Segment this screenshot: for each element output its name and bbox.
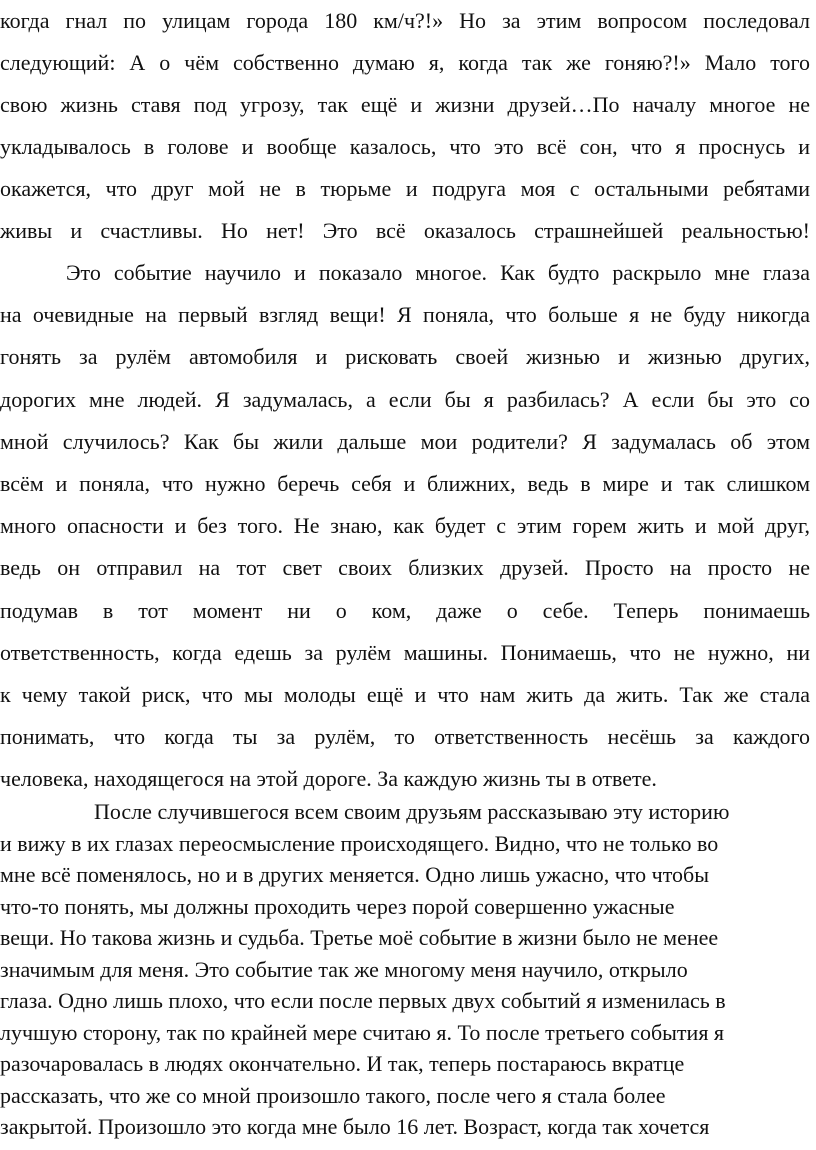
text-line: укладывалось в голове и вообще казалось, что это всё сон, что я проснусь и bbox=[0, 134, 810, 159]
text-line: глаза. Одно лишь плохо, что если после первых двух событий я изменилась в bbox=[0, 988, 726, 1013]
text-line: После случившегося всем своим друзьям рассказываю эту историю bbox=[94, 799, 730, 824]
text-line: значимым для меня. Это событие так же многому меня научило, открыло bbox=[0, 956, 688, 982]
text-line: дорогих мне людей. Я задумалась, а если бы я разбилась? А если бы это со bbox=[0, 386, 810, 412]
paragraph-3 bbox=[0, 796, 816, 1143]
text-line: ведь он отправил на тот свет своих близких друзей. Просто на просто не bbox=[0, 555, 810, 581]
text-line: окажется, что друг мой не в тюрьме и подруга моя с остальными ребятами bbox=[0, 176, 810, 201]
text-line: разочаровалась в людях окончательно. И так, теперь постараюсь вкратце bbox=[0, 1051, 685, 1076]
text-line: много опасности и без того. Не знаю, как будет с этим горем жить и мой друг, bbox=[0, 513, 810, 539]
text-line: рассказать, что же со мной произошло такого, после чего я стала более bbox=[0, 1082, 666, 1108]
text-line: когда гнал по улицам города 180 км/ч?!» Но за этим вопросом последовал bbox=[0, 8, 810, 33]
paragraph-1 bbox=[0, 0, 816, 252]
text-line: закрытой. Произошло это когда мне было 16 лет. Возраст, когда так хочется bbox=[0, 1114, 710, 1139]
text-line: что-то понять, мы должны проходить через порой совершенно ужасные bbox=[0, 893, 675, 919]
text-line: и вижу в их глазах переосмысление происходящего. Видно, что не только во bbox=[0, 830, 719, 856]
text-line: понимать, что когда ты за рулём, то ответственность несёшь за каждого bbox=[0, 724, 810, 750]
text-line: лучшую сторону, так по крайней мере считаю я. То после третьего события я bbox=[0, 1019, 725, 1045]
text-line: мной случилось? Как бы жили дальше мои родители? Я задумалась об этом bbox=[0, 428, 810, 454]
text-line: всём и поняла, что нужно беречь себя и ближних, ведь в мире и так слишком bbox=[0, 470, 810, 496]
text-line: следующий: А о чём собственно думаю я, когда так же гоняю?!» Мало того bbox=[0, 50, 810, 75]
text-line: подумав в тот момент ни о ком, даже о себе. Теперь понимаешь bbox=[0, 597, 810, 623]
text-line: Это событие научило и показало многое. Как будто раскрыло мне глаза bbox=[66, 260, 810, 285]
text-line: вещи. Но такова жизнь и судьба. Третье моё событие в жизни было не менее bbox=[0, 925, 719, 950]
text-line: гонять за рулём автомобиля и рисковать своей жизнью и жизнью других, bbox=[0, 344, 810, 370]
text-line: ответственность, когда едешь за рулём машины. Понимаешь, что не нужно, ни bbox=[0, 639, 810, 665]
text-line: на очевидные на первый взгляд вещи! Я поняла, что больше я не буду никогда bbox=[0, 302, 810, 328]
text-line: к чему такой риск, что мы молоды ещё и что нам жить да жить. Так же стала bbox=[0, 681, 810, 707]
text-line: свою жизнь ставя под угрозу, так ещё и жизни друзей…По началу многое не bbox=[0, 92, 810, 117]
paragraph-2 bbox=[0, 252, 816, 800]
text-line: человека, находящегося на этой дороге. За каждую жизнь ты в ответе. bbox=[0, 766, 657, 792]
text-line: живы и счастливы. Но нет! Это всё оказалось страшнейшей реальностью! bbox=[0, 218, 810, 243]
text-line: мне всё поменялось, но и в других меняется. Одно лишь ужасно, что чтобы bbox=[0, 862, 710, 887]
